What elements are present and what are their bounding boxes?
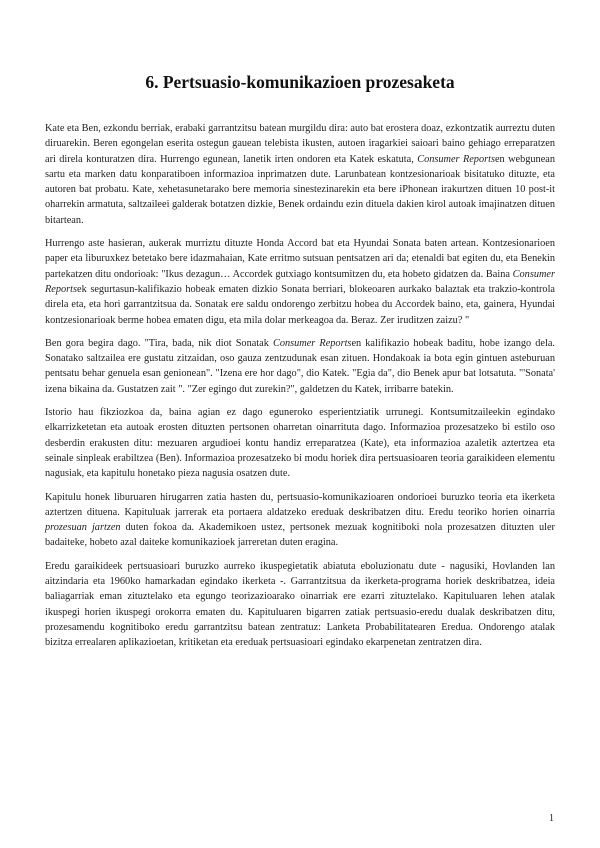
- text-segment: Kate eta Ben, ezkondu berriak, erabaki garrantzitsu batean murgildu dira: auto bat erostera doaz, ezkontzatik aurreztu duten diruarekin. Beren egongelan eserita ostegun gauean telebista ikusten, autoen iragarkiei saioari baino gehiago erreparatzen ari direla konturatzen dira. Hurrengo egunean, lanetik irten ondoren eta Katek eskatuta,: [45, 123, 555, 165]
- text-segment: en kalifikazio hobeak baditu, hobe izango dela. Sonatako saltzailea ere gustatu zitzaidan, oso gauza zentzudunak esan zituen. Hondakoak ia bota egin gintuen asteburuan pentsatu behar genuela esan genionean". "Izena ere hor dago", dio Katek. "Egia da", dio Benek apur bat lotsatuta. "'Sonata' izena bikaina da. Gustatzen zait ". "Zer egingo dut zurekin?", galdetzen du Katek, irribarre batekin.: [45, 337, 555, 395]
- text-segment: Hurrengo aste hasieran, aukerak murriztu dituzte Honda Accord bat eta Hyundai Sonata baten artean. Kontzesionarioen paper eta liburuxkez betetako bere idazmahaian, Kate erritmo sutsuan pentsatzen ari da; etenaldi bat egiten du, eta Benekin partekatzen ditu ondorioak: "Ikus dezagun… Accordek gutxiago kontsumitzen du, eta hobeto gidatzen da. Baina: [45, 238, 555, 280]
- text-segment: Eredu garaikideek pertsuasioari buruzko aurreko ikuspegietatik abiatuta eboluzionatu dute - nagusiki, Hovlanden lan aitzindaria eta 1960ko hamarkadan egindako ikerketa -. Garrantzitsua da ikerketa-programa horiek deskribatzea, ideia baliagarriak eman zituztelako eta egungo teorizazioarako oinarriak ere ezarri zituztelako. Kapituluaren lehen atalak ikuspegi horien ikuspegi orokorra ematen du. Kapituluaren bigarren zatiak pertsuasio-eredu dualak deskribatzen ditu, prozesamendu kognitiboko eredu garrantzitsu batean zentratuz: Lanketa Probabilitatearen Eredua. Ondorengo atalak bizitza errealaren aplikazioetan, kritiketan eta ereduak pertsuasioari egindako ekarpenetan zentratzen dira.: [45, 560, 555, 649]
- paragraph: [45, 559, 555, 651]
- italic-text: Consumer Reports: [417, 153, 495, 165]
- paragraph: [45, 405, 555, 481]
- chapter-title: 6. Pertsuasio-komunikazioen prozesaketa: [145, 72, 455, 92]
- page-number: 1: [549, 813, 554, 824]
- text-segment: en webgunean sartu eta marken datu konparatiboen informazioa inprimatzen dute. Larunbatean kontzesionarioak bisitatuko dituzte, eta autoren bat probatu. Kate, xehetasunetarako bere memoria sinestezinarekin eta bere iPhonean irakurtzen dituen 10 post-it oharrekin armatuta, saltzaileei galderak botatzen dizkie, Benek ordaindu ezin dituela dakien kirol autoak imajinatzen dituen bitartean.: [45, 153, 555, 226]
- italic-text: prozesuan jartzen: [45, 522, 121, 534]
- italic-text: Consumer Reports: [45, 268, 555, 295]
- text-segment: Istorio hau fikziozkoa da, baina agian ez dago eguneroko esperientziatik urrunegi. Kontsumitzaileekin egindako elkarrizketetan eta autoak erosten dituzten pertsonen oharretan oinarrituta dago. Informazioa prozesatzeko bi estilo oso desberdin erakusten ditu: mezuaren argudioei kontu handiz erreparatzea (Kate), eta informazioa azaletik aztertzea eta seinale sinpleak erabiltzea (Ben). Informazioa prozesatzeko bi modu horiek dira pertsuasioaren teoria garaikideen elementu nagusiak, eta kapitulu honetako pieza nagusia osatzen dute.: [45, 407, 555, 480]
- paragraph: [45, 490, 555, 551]
- body-text: [45, 121, 555, 659]
- text-segment: ek segurtasun-kalifikazio hobeak ematen dizkio Sonata berriari, blokeoaren aurkako balaztak eta trakzio-kontrola direla eta, eta hori garrantzitsua da. Sonatak ere saldu ondorengo zerbitzu hobea du Accordek baino, eta, gainera, Hyundai kontzesionarioak berme hobea ematen digu, eta mila dolar merkeagoa da. Beraz. Zer iruditzen zaizu? ": [45, 283, 555, 326]
- paragraph: [45, 336, 555, 397]
- paragraph: [45, 121, 555, 228]
- text-segment: duten fokoa da. Akademikoen ustez, pertsonek mezuak kognitiboki nola prozesatzen dituzten uler badaiteke, hobeto azal daiteke komunikazioek jarreretan duten eragina.: [45, 522, 555, 549]
- italic-text: Consumer Reports: [272, 337, 352, 349]
- text-segment: Ben gora begira dago. "Tira, bada, nik diot Sonatak: [45, 337, 273, 349]
- paragraph: [45, 236, 555, 328]
- text-segment: Kapitulu honek liburuaren hirugarren zatia hasten du, pertsuasio-komunikazioaren ondorioei buruzko teoria eta ikerketa aztertzen dituena. Kapituluak jarrerak eta portaera aldatzeko ereduak deskribatzen ditu. Eredu teoriko horien oinarria: [45, 491, 555, 518]
